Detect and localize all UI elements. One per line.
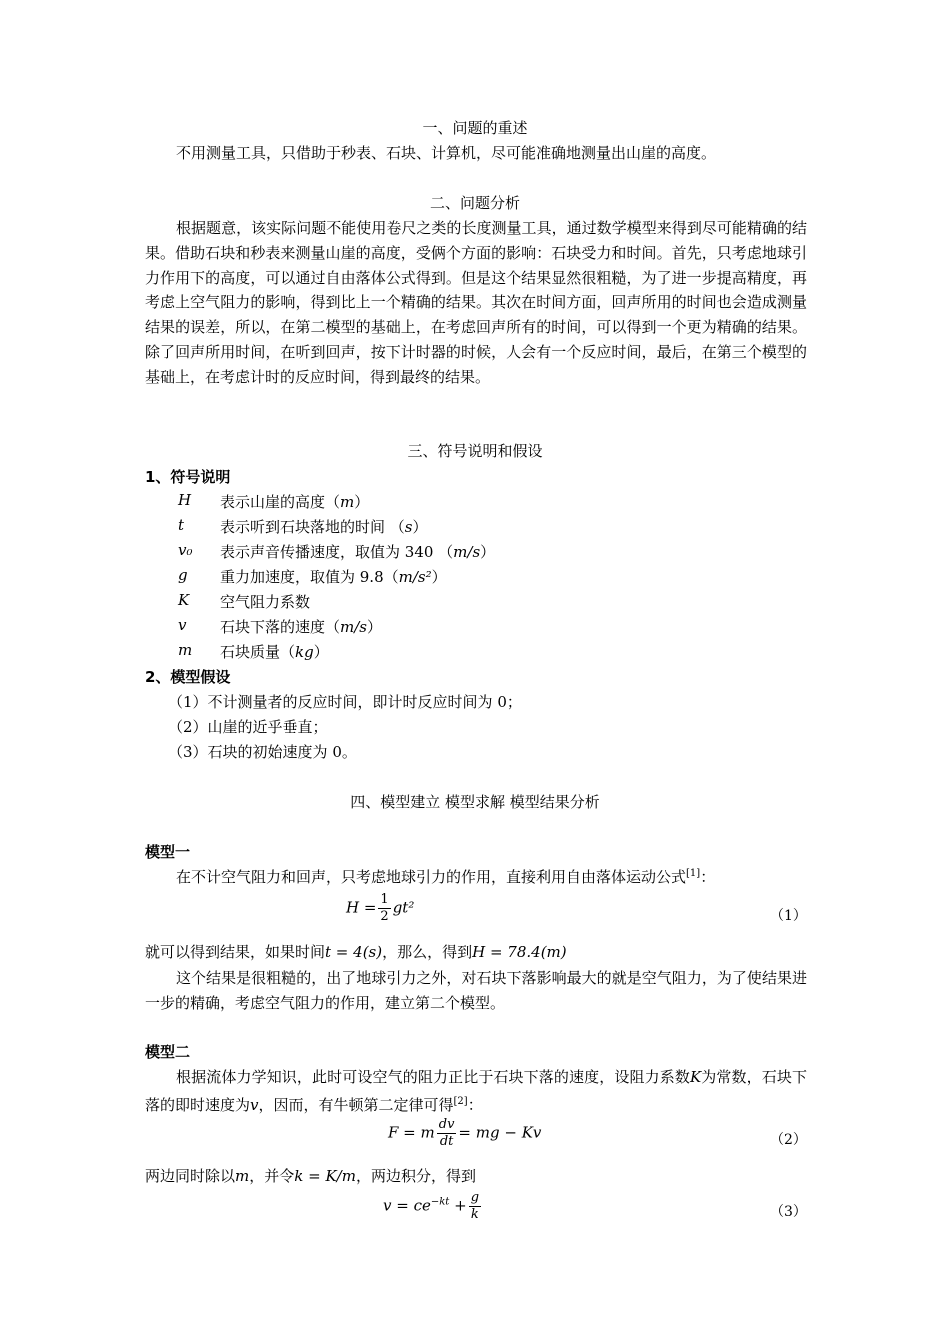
paragraph: 根据题意，该实际问题不能使用卷尺之类的长度测量工具，通过数学模型来得到尽可能精确的结果。借助石块和秒表来测量山崖的高度，受俩个方面的影响：石块受力和时间。首先，只考虑地球引力作用下的高度，可以通过自由落体公式得到。但是这个结果显然很粗糙，为了进一步提高精度，再考虑上空气阻力的影响，得到比上一个精确的结果。其次在时间方面，回声所用的时间也会造成测量结果的误差，所以，在第二模型的基础上，在考虑回声所有的时间，可以得到一个更为精确的结果。除了回声所用时间，在听到回声，按下计时器的时候，人会有一个反应时间，最后，在第三个模型的基础上，在考虑计时的反应时间，得到最终的结果。: [145, 219, 807, 386]
model-2-intro: 根据流体力学知识，此时可设空气的阻力正比于石块下落的速度，设阻力系数K为常数，石块下落的即时速度为v，因而，有牛顿第二定律可得[2]：: [145, 1068, 807, 1114]
model-1-analysis: 这个结果是很粗糙的，出了地球引力之外，对石块下落影响最大的就是空气阻力，为了使结果进一步的精确，考虑空气阻力的作用，建立第二个模型。: [145, 969, 807, 1012]
section-title-4: 四、模型建立 模型求解 模型结果分析: [350, 793, 600, 811]
equation-1: H = $\frac{1}{2}$ gt²: [346, 892, 415, 924]
symbol: H: [178, 491, 192, 509]
paragraph: 不用测量工具，只借助于秒表、石块、计算机，尽可能准确地测量出山崖的高度。: [176, 144, 717, 162]
equation-number: （2）: [770, 1132, 807, 1148]
symbol-desc: 空气阻力系数: [220, 593, 311, 611]
model-2-step: 两边同时除以m，并令k = K/m，两边积分，得到: [145, 1167, 476, 1185]
section-title-3: 三、符号说明和假设: [407, 442, 543, 460]
citation: [2]: [453, 1095, 468, 1107]
symbol: t: [178, 516, 185, 534]
symbol-desc: 表示声音传播速度，取值为 340 （m/s）: [220, 543, 496, 561]
assumption-item: （2）山崖的近乎垂直；: [168, 718, 328, 736]
symbol: v₀: [178, 541, 193, 559]
symbol: m: [178, 641, 193, 659]
assumption-item: （1）不计测量者的反应时间，即计时反应时间为 0；: [168, 693, 522, 711]
symbol-desc: 重力加速度，取值为 9.8（m/s²）: [220, 568, 447, 586]
symbol-desc: 表示听到石块落地的时间 （s）: [220, 518, 428, 536]
section-title-2: 二、问题分析: [429, 194, 520, 212]
assumption-item: （3）石块的初始速度为 0。: [168, 743, 357, 761]
equation-number: （3）: [770, 1204, 807, 1220]
symbol-desc: 石块下落的速度（m/s）: [220, 618, 383, 636]
model-2-heading: 模型二: [145, 1043, 191, 1061]
section-title-1: 一、问题的重述: [422, 119, 528, 137]
symbol: g: [178, 566, 188, 584]
equation-3: $v = ce^{-kt}$ + $\frac{g}{k}$: [383, 1190, 480, 1222]
citation: [1]: [686, 868, 701, 879]
assumptions-heading: 2、模型假设: [145, 668, 231, 686]
equation-number: （1）: [770, 908, 807, 924]
symbols-heading: 1、符号说明: [145, 468, 231, 486]
symbol: K: [178, 591, 190, 609]
symbol-desc: 石块质量（kg）: [220, 643, 329, 661]
model-1-intro: 在不计空气阻力和回声，只考虑地球引力的作用，直接利用自由落体运动公式[1]：: [176, 868, 716, 886]
symbol-desc: 表示山崖的高度（m）: [220, 493, 370, 511]
equation-2: F = m $\frac{dv}{dt}$ = mg − Kv: [388, 1117, 542, 1149]
model-1-result: 就可以得到结果，如果时间t = 4(s)，那么，得到H = 78.4(m): [145, 943, 567, 961]
model-1-heading: 模型一: [145, 843, 191, 861]
section-2-body: [145, 216, 807, 390]
symbol: v: [178, 616, 187, 634]
section-1-body: [145, 141, 807, 166]
